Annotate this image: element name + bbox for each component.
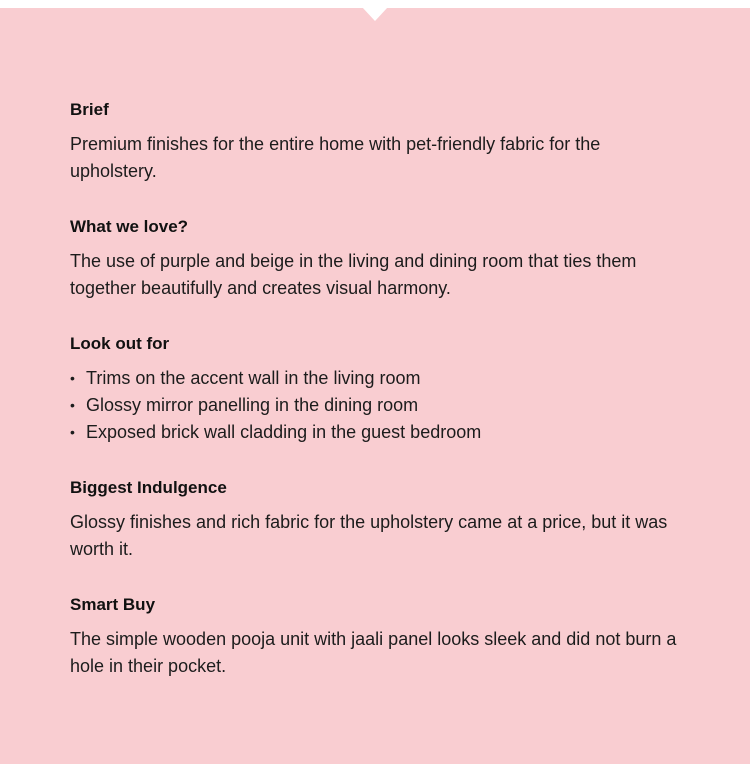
bullet-icon: • <box>70 397 75 413</box>
section-heading: Smart Buy <box>70 595 156 614</box>
section-smart-buy <box>70 593 680 680</box>
section-what-we-love <box>70 215 680 302</box>
section-heading: Biggest Indulgence <box>70 478 227 497</box>
list-item-text: Trims on the accent wall in the living room <box>86 368 421 388</box>
list-item <box>70 392 680 419</box>
list-item-text: Exposed brick wall cladding in the guest bedroom <box>86 422 482 442</box>
section-biggest-indulgence <box>70 476 680 563</box>
card-pointer-notch <box>362 7 388 21</box>
section-look-out-for <box>70 332 680 446</box>
section-brief <box>70 98 680 185</box>
section-heading: What we love? <box>70 217 189 236</box>
list-item <box>70 365 680 392</box>
section-body: The use of purple and beige in the living and dining room that ties them together beautifully and creates visual harmony. <box>70 251 637 298</box>
section-body: Glossy finishes and rich fabric for the upholstery came at a price, but it was worth it. <box>70 512 668 559</box>
section-body: The simple wooden pooja unit with jaali panel looks sleek and did not burn a hole in their pocket. <box>70 629 677 676</box>
list-item <box>70 419 680 446</box>
section-heading: Brief <box>70 100 109 119</box>
bullet-list <box>70 365 680 446</box>
list-item-text: Glossy mirror panelling in the dining room <box>86 395 419 415</box>
section-body: Premium finishes for the entire home with pet-friendly fabric for the upholstery. <box>70 134 601 181</box>
section-heading: Look out for <box>70 334 170 353</box>
bullet-icon: • <box>70 424 75 440</box>
bullet-icon: • <box>70 370 75 386</box>
card-content <box>70 98 680 710</box>
